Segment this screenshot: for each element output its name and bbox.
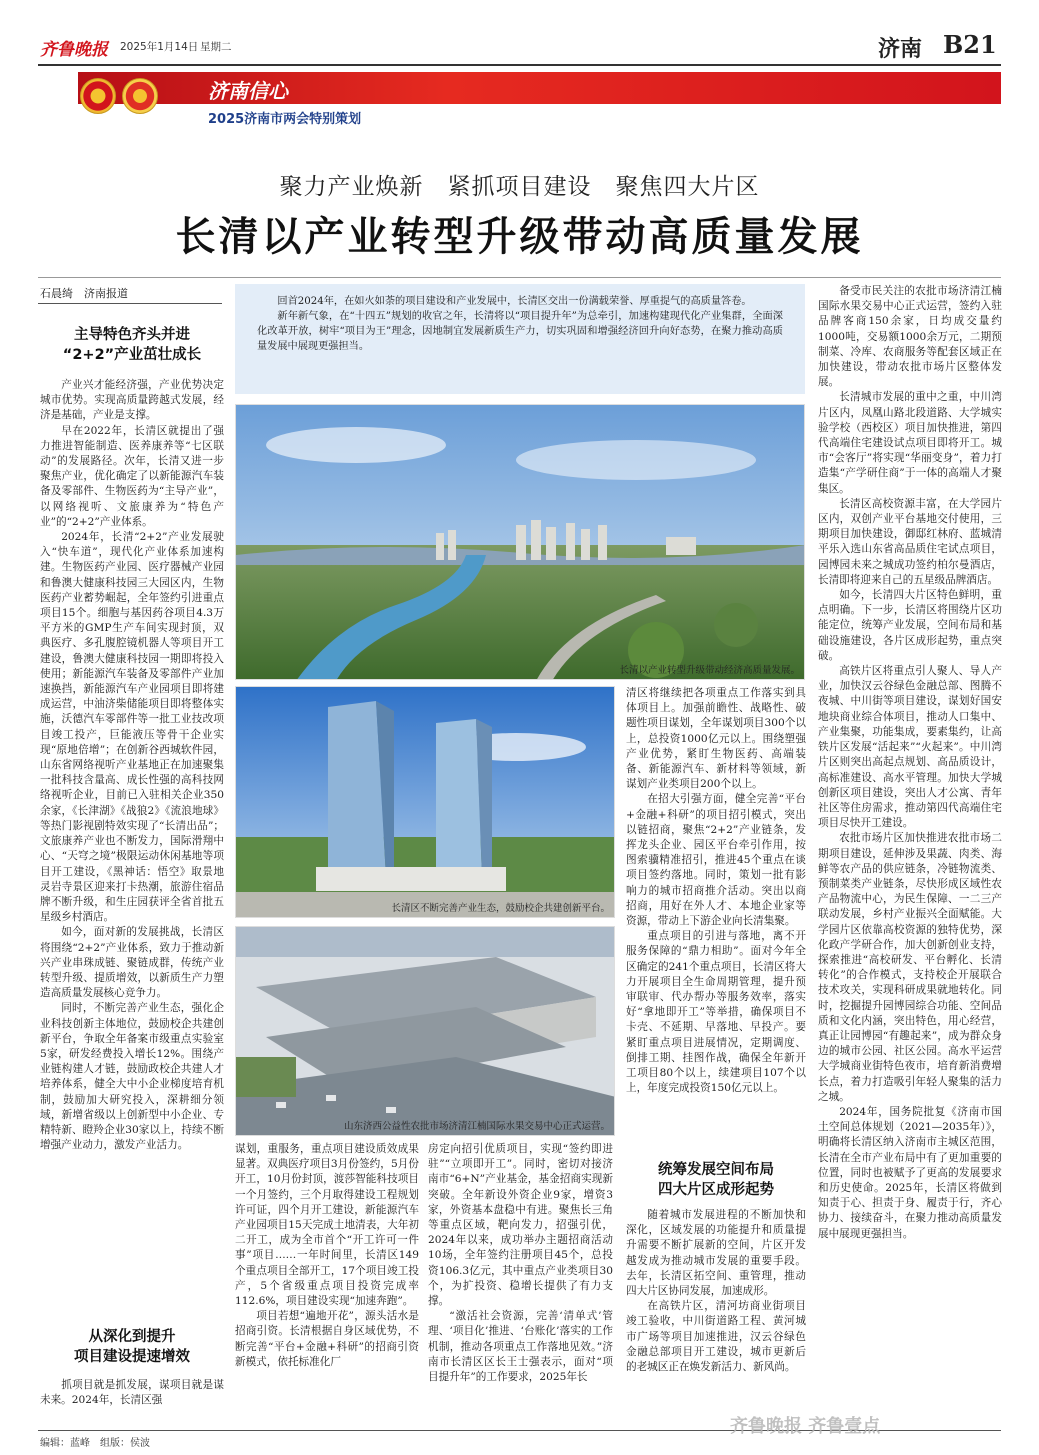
left-column-tail [40,1378,224,1433]
lead-paragraph: 回首2024年，在如火如荼的项目建设和产业发展中，长清区交出一份满载荣誉、厚重提气的高质量答卷。 [277,296,752,307]
byline: 石晨绮 济南报道 [40,287,128,300]
paragraph: 如今，长清四大片区特色鲜明，重点明确。下一步，长清区将围绕片区功能定位，统筹产业发展，空间布局和基础设施建设，各片区成形起势，重点突破。 [818,589,1002,662]
paragraph: 同时，不断完善产业生态，强化企业科技创新主体地位，鼓励校企共建创新平台，争取全年备案市级重点实验室5家，研发经费投入增长12%。围绕产业链构建人才链，鼓励政校企共建人才培养体系，健全大中小企业梯度培育机制，鼓励加大研究投入，深耕细分领域，新增省级以上创新型中小企业、专精特新、瞪羚企业30家以上，持续不断增强产业动力，激发产业活力。 [40,1002,224,1152]
column-2 [235,1142,419,1424]
paragraph: 房定向招引优质项目，实现“签约即进驻”“立项即开工”。同时，密切对接济南市“6+N”产业基金，基金招商实现新突破。全年新设外资企业9家，增资3家，外资基本盘稳中有进。聚焦长三角等重点区域，靶向发力，招强引优，2024年以来，成功举办主题招商活动10场，全年签约注册项目45个，总投资106.3亿元，其中重点产业类项目30个，为扩投资、稳增长提供了有力支撑。 [428,1143,613,1308]
left-column [40,378,224,1318]
section2-title [40,1327,224,1367]
section1-title-text: 主导特色齐头并进 “2+2”产业茁壮成长 [62,327,202,363]
header-rule [38,64,1001,66]
kicker: 聚力产业焕新 紧抓项目建设 聚焦四大片区 [279,174,760,200]
paper-name: 齐鲁晚报 [40,40,108,60]
paragraph: 项目若想“遍地开花”，源头活水是招商引资。长清根据自身区域优势，不断完善“平台+金融+科研”的招商引资新模式，依托标准化厂 [235,1310,419,1368]
section3-title [626,1160,806,1200]
paragraph: “激活社会资源，完善‘清单式’管理、‘项目化’推进、‘台账化’落实的工作机制，推动各项重点工作落地见效。”济南市长清区区长王士强表示，面对“项目提升年”的工作要求，2025年长 [428,1310,613,1384]
lead-box [235,284,805,394]
photo-caption-3: 山东济西公益性农批市场济清江楠国际水果交易中心正式运营。 [343,1121,610,1132]
column-3 [428,1142,613,1424]
photo-aerial-city [235,404,805,680]
paragraph: 如今，面对新的发展挑战，长清区将围绕“2+2”产业体系，致力于推动新兴产业串珠成链、聚链成群，传统产业转型升级、提质增效，以新质生产力塑造高质量发展核心竞争力。 [40,926,224,1000]
paragraph: 随着城市发展进程的不断加快和深化，区域发展的功能提升和质量提升需要不断扩展新的空间，片区开发越发成为推动城市发展的重要手段。去年，长清区拓空间、重管理，推动四大片区协同发展，加速成形。 [626,1209,806,1298]
cppcc-emblem-icon [122,78,158,114]
aerial-landscape-image [236,405,805,680]
issue-date: 2025年1月14日 [120,41,199,53]
paragraph: 清区将继续把各项重点工作落实到具体项目上。加强前瞻性、战略性、破题性项目谋划，全年谋划项目300个以上，总投资1000亿元以上。围绕塑强产业优势，紧盯生物医药、高端装备、新能源汽车、新材料等领域，新谋划产业类项目200个以上。 [626,687,806,791]
paragraph: 2024年，国务院批复《济南市国土空间总体规划（2021—2035年）》，明确将长清区纳入济南市主城区范围，长清在全市产业布局中有了更加重要的位置，同时也被赋予了更高的发展要求和历史使命。2025年，长清区将做到知责于心、担责于身、履责于行，齐心协力、接续奋斗，在聚力推动高质量发展中展现更强担当。 [818,1105,1002,1240]
special-banner [78,72,1001,104]
office-towers-image [236,687,615,918]
section1-title [40,325,224,365]
section-name: 济南 [878,36,923,62]
right-column [818,284,1002,1424]
byline-rule [38,303,222,304]
banner-title: 济南信心 [208,79,288,103]
paragraph: 重点项目的引进与落地，离不开服务保障的“鼎力相助”。面对今年全区确定的241个重点项目，长清区将大力开展项目全生命周期管理，提升预审联审、代办帮办等服务效率，落实好“拿地即开工”等举措，确保项目不卡壳、不延期、早落地、早投产。要紧盯重点项目进展情况，定期调度、倒排工期、挂图作战，确保全年新开工项目80个以上，续建项目107个以上，年度完成投资150亿元以上。 [626,930,806,1095]
photo-caption-1: 长清以产业转型升级带动经济高质量发展。 [619,665,800,676]
page-number: B21 [943,30,997,59]
photo-caption-2: 长清区不断完善产业生态，鼓励校企共建创新平台。 [391,903,610,914]
paragraph: 农批市场片区加快推进农批市场二期项目建设，延伸涉及果蔬、肉类、海鲜等农产品的供应链条，冷链物流类、预制菜类产业链条，尽快形成区域性农产品物流中心，为民生保障、一二三产联动发展，乡村产业振兴全面赋能。大学园片区依靠高校资源的独特优势，深化政产学研合作，加大创新创业支持，探索推进“高校研发、平台孵化、长清转化”的合作模式，支持校企开展联合技术攻关，实现科研成果就地转化。同时，挖掘提升园博园综合功能、空间品质和文化内涵，突出特色，用心经营，真正让园博园“有趣起来”，成为群众身边的城市公园、社区公园。高水平运营大学城商业街特色夜市，培育新消费增长点，着力打造吸引年轻人聚集的活力之城。 [818,832,1002,1103]
paragraph: 在招大引强方面，健全完善“平台+金融+科研”的项目招引模式，突出以链招商，聚焦“2+2”产业链条，发挥龙头企业、园区平台牵引作用，按图索骥精准招引，推进45个重点在谈项目签约落地。同时，策划一批有影响力的城市招商推介活动。突出以商招商，用好在外人才、本地企业家等资源，带动上下游企业向长清集聚。 [626,793,806,928]
paragraph: 产业兴才能经济强，产业优势决定城市优势。实现高质量跨越式发展，经济是基础，产业是支撑。 [40,379,224,422]
national-emblem-icon [80,78,116,114]
photo-fruit-market [235,926,615,1136]
headline-rule [38,277,1001,278]
fruit-market-image [236,927,615,1136]
paragraph: 2024年，长清“2+2”产业发展驶入“快车道”，现代化产业体系加速构建。生物医药产业园、医疗器械产业园和鲁澳大健康科技园三大园区内，生物医药产业蓄势崛起，全年签约引进重点项目15个。细胞与基因药谷项目4.3万平方米的GMP生产车间实现封顶，双典医疗、多孔腹腔镜机器人等项目开工建设，鲁澳大健康科技园一期即将投入使用；新能源汽车装备及零部件产业加速换挡，新能源汽车产业园项目即将建成运营，中油济柴储能项目即将整体实施，沃德汽车零部件等一批工业技改项目竣工投产，巨能液压等骨干企业实现“原地倍增”；在创新谷西城软件园，山东省网络视听产业基地正在加速聚集一批科技含量高、成长性强的高科技网络视听企业，目前已入驻相关企业350余家，《长津湖》《战狼2》《流浪地球》等热门影视剧特效实现了“长清出品”；文旅康养产业也不断发力，国际滑翔中心、“天穹之境”极限运动休闲基地等项目开工建设，《黑神话：悟空》取景地灵岩寺景区迎来打卡热潮，旅游住宿品牌不断升级，和生庄园获评全省首批五星级乡村酒店。 [40,531,224,924]
section2-title-text: 从深化到提升 项目建设提速增效 [74,1329,190,1365]
paragraph: 谋划，重服务，重点项目建设质效成果显著。双典医疗项目3月份签约，5月份开工，10月份封顶，渡莎智能科技项目一个月签约，三个月取得建设工程规划许可证，四个月开工建设，新能源汽车产业园项目15天完成土地清表，大年初二开工，成为全市首个“开工许可一件事”项目……一年时间里，长清区149个重点项目全部开工，17个项目竣工投产，5个省级重点项目投资完成率112.6%，项目建设实现“加速奔跑”。 [235,1143,419,1308]
watermark: 齐鲁晚报 齐鲁壹点 [730,1416,881,1437]
weekday: 星期二 [200,41,232,53]
banner-subtitle: 2025济南市两会特别策划 [208,112,362,127]
editors-credit: 编辑：蓝峰 组版：侯波 [40,1438,150,1449]
paragraph: 长清城市发展的重中之重，中川湾片区内，凤凰山路北段道路、大学城实验学校（西校区）项目加快推进，第四代高端住宅建设试点项目即将开工。城市“会客厅”将实现“华丽变身”，着力打造集“产学研住商”于一体的高端人才聚集区。 [818,391,1002,495]
photo-office-towers [235,686,615,918]
paragraph: 在高铁片区，清河坊商业街项目竣工验收，中川街道路工程、黄河城市广场等项目加速推进，汉云谷绿色金融总部项目开工建设，城市更新后的老城区正在焕发新活力、新风尚。 [626,1300,806,1374]
lead-paragraph: 新年新气象，在“十四五”规划的收官之年，长清将以“项目提升年”为总牵引，加速构建现代化产业集群，全面深化改革开放，树牢“项目为王”理念，因地制宜发展新质生产力，切实巩固和增强经济回升向好态势，在聚力推动高质量发展中展现更强担当。 [257,311,783,352]
paragraph: 抓项目就是抓发展，谋项目就是谋未来。2024年，长清区强 [40,1379,224,1407]
section3-title-text: 统筹发展空间布局 四大片区成形起势 [658,1162,774,1198]
column-mid [626,686,806,1156]
headline: 长清以产业转型升级带动高质量发展 [175,213,864,260]
paragraph: 备受市民关注的农批市场济清江楠国际水果交易中心正式运营，签约入驻品牌客商150余家，日均成交量约1000吨，交易额1000余万元，二期预制菜、冷库、农商服务等配套区域正在加快建设，带动农批市场片区整体发展。 [818,285,1002,389]
column-mid-2 [626,1208,806,1426]
paragraph: 长清区高校资源丰富，在大学园片区内，双创产业平台基地交付使用，三期项目加快建设，御邸红林府、蓝城清平乐入选山东省高品质住宅试点项目，园博园未来之城成功签约柏尔曼酒店，长清即将迎来自己的五星级品牌酒店。 [818,497,1002,586]
paragraph: 早在2022年，长清区就提出了强力推进智能制造、医养康养等“七区联动”的发展路径。次年，长清又进一步聚焦产业，优化确定了以新能源汽车装备及零部件、生物医药为“主导产业”，以网络视听、文旅康养为“特色产业”的“2+2”产业体系。 [40,424,224,528]
paragraph: 高铁片区将重点引人聚人、导人产业，加快汉云谷绿色金融总部、图腾不夜城、中川街等项目建设，谋划好国安地块商业综合体项目，推动人口集中、产业集聚，功能集成，要素集约，让高铁片区发展“活起来”“火起来”。中川湾片区则突出高起点规划、高品质设计，高标准建设、高水平管理。加快大学城创新区项目建设，突出人才公寓、青年社区等住房需求，推动第四代高端住宅项目尽快开工建设。 [818,665,1002,830]
